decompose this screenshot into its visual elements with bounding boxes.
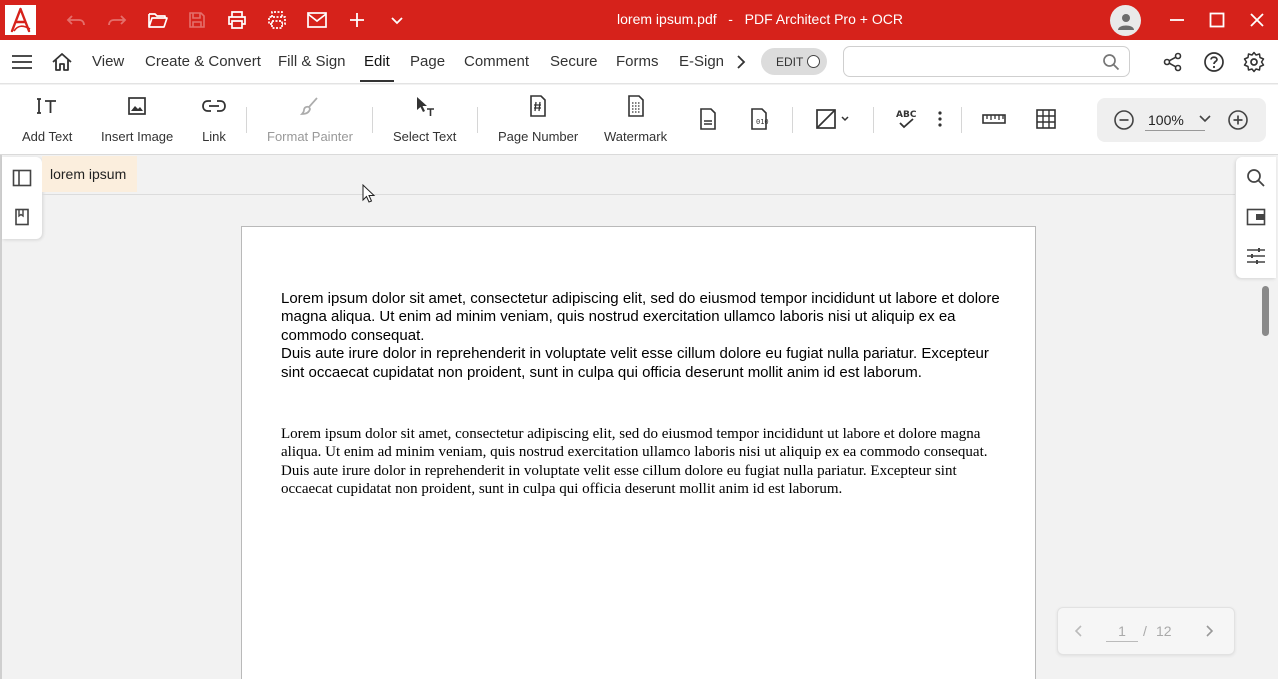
- zoom-control: [1097, 98, 1266, 142]
- paragraph-sans: Lorem ipsum dolor sit amet, consectetur adipiscing elit, sed do eiusmod tempor incididunt ut labore et dolore magna aliqua. Ut enim ad minim veniam, quis nostrud exercitation ullamco laboris nisi ut aliquip ex ea commodo consequat.: [281, 290, 1000, 344]
- adjustments-sliders-icon[interactable]: [1244, 244, 1268, 268]
- add-text-icon: [34, 93, 60, 119]
- toggle-knob: [807, 55, 820, 68]
- open-folder-button[interactable]: [146, 8, 170, 32]
- zoom-in-icon[interactable]: [1227, 109, 1249, 131]
- format-painter-label: Format Painter: [267, 129, 353, 144]
- new-button[interactable]: [345, 8, 369, 32]
- paragraph-serif[interactable]: Lorem ipsum dolor sit amet, consectetur adipiscing elit, sed do eiusmod tempor incididunt ut labore et dolore magna aliqua. Ut enim ad minim veniam, quis nostrud exercitation ullamco laboris nisi ut aliquip ex ea commodo consequat. Duis aute irure dolor in reprehenderit in voluptate velit esse cillum dolore eu fugiat nulla pariatur. Excepteur sint occaecat cupidatat non proident, sunt in culpa qui officia deserunt mollit anim id est laborum.: [281, 426, 988, 497]
- user-avatar[interactable]: [1110, 5, 1141, 36]
- header-footer-icon[interactable]: [694, 106, 722, 132]
- tab-forms[interactable]: Forms: [616, 53, 659, 70]
- zoom-out-icon[interactable]: [1113, 109, 1135, 131]
- paragraph-sans-2: Duis aute irure dolor in reprehenderit in voluptate velit esse cillum dolore eu fugiat nulla pariatur. Excepteur sint occaecat cupidatat non proident, sunt in culpa qui officia deserunt mollit anim id est laborum.: [281, 345, 989, 381]
- share-icon[interactable]: [1161, 50, 1185, 74]
- current-page-input[interactable]: 1: [1106, 623, 1138, 642]
- link-button[interactable]: [201, 93, 227, 149]
- zoom-dropdown-chevron-icon[interactable]: [1198, 113, 1212, 125]
- tab-e-sign[interactable]: E-Sign: [679, 53, 725, 70]
- link-icon: [201, 93, 227, 119]
- separator: [477, 107, 478, 133]
- menu-bar: [0, 40, 1278, 84]
- close-button[interactable]: [1245, 8, 1269, 32]
- pdf-page: [241, 226, 1036, 679]
- svg-text:ABC: ABC: [896, 110, 917, 120]
- page-separator: /: [1143, 623, 1147, 639]
- link-label: Link: [202, 129, 226, 144]
- tab-view[interactable]: View: [92, 53, 125, 70]
- redo-button[interactable]: [105, 8, 129, 32]
- help-icon[interactable]: [1202, 50, 1226, 74]
- search-input[interactable]: [854, 53, 1094, 71]
- select-text-label: Select Text: [393, 129, 457, 144]
- previous-page-icon[interactable]: [1074, 624, 1084, 638]
- page-number-icon: [525, 93, 551, 119]
- svg-text:010: 010: [756, 118, 769, 126]
- tab-page[interactable]: Page: [410, 53, 446, 70]
- bates-numbering-icon[interactable]: [746, 106, 774, 132]
- watermark-label: Watermark: [604, 129, 668, 144]
- bookmark-icon[interactable]: [10, 205, 34, 229]
- select-text-button[interactable]: [393, 93, 456, 149]
- tab-create-convert[interactable]: Create & Convert: [145, 53, 261, 70]
- ruler-icon[interactable]: [980, 106, 1008, 132]
- app-logo[interactable]: [5, 5, 36, 35]
- quick-access-dropdown[interactable]: [385, 8, 409, 32]
- minimize-button[interactable]: [1165, 8, 1189, 32]
- scan-print-button[interactable]: [265, 8, 289, 32]
- separator: [246, 107, 247, 133]
- print-button[interactable]: [225, 8, 249, 32]
- maximize-button[interactable]: [1205, 8, 1229, 32]
- insert-image-label: Insert Image: [101, 129, 174, 144]
- vertical-scrollbar-thumb[interactable]: [1262, 286, 1269, 336]
- settings-gear-icon[interactable]: [1242, 50, 1266, 74]
- separator: [372, 107, 373, 133]
- add-text-label: Add Text: [22, 129, 73, 144]
- mail-button[interactable]: [305, 8, 329, 32]
- format-painter-button[interactable]: [267, 93, 353, 149]
- document-tab[interactable]: lorem ipsum: [42, 156, 137, 192]
- watermark-button[interactable]: [604, 93, 667, 149]
- tab-edit[interactable]: Edit: [364, 40, 390, 84]
- page-number-label: Page Number: [498, 129, 579, 144]
- edit-mode-toggle[interactable]: [761, 48, 827, 75]
- edit-toggle-label: EDIT: [776, 55, 804, 69]
- document-tab-strip: [42, 156, 1235, 195]
- brush-icon: [297, 93, 323, 119]
- text-block-sans[interactable]: [281, 290, 1011, 382]
- search-box[interactable]: [843, 46, 1130, 77]
- separator: [961, 107, 962, 133]
- grid-icon[interactable]: [1032, 106, 1060, 132]
- watermark-icon: [623, 93, 649, 119]
- page-number-button[interactable]: [498, 93, 578, 149]
- insert-image-button[interactable]: [101, 93, 173, 149]
- mouse-pointer-icon: [362, 184, 376, 204]
- properties-panel-icon[interactable]: [1244, 205, 1268, 229]
- tab-secure[interactable]: Secure: [550, 53, 598, 70]
- home-icon[interactable]: [50, 50, 74, 74]
- more-options-icon[interactable]: [926, 106, 954, 132]
- spell-check-icon[interactable]: [892, 106, 920, 132]
- left-side-panel: [2, 157, 42, 239]
- next-page-icon[interactable]: [1204, 624, 1214, 638]
- redact-dropdown-icon[interactable]: [812, 106, 854, 132]
- chevron-right-icon[interactable]: [729, 50, 753, 74]
- tab-fill-sign[interactable]: Fill & Sign: [278, 53, 346, 70]
- page-navigator: [1057, 607, 1235, 655]
- search-panel-icon[interactable]: [1244, 166, 1268, 190]
- tab-comment[interactable]: Comment: [464, 53, 530, 70]
- sidebar-toggle-icon[interactable]: [10, 166, 34, 190]
- title-bar: [0, 0, 1278, 40]
- ribbon-toolbar: [0, 85, 1278, 155]
- right-side-panel: [1236, 157, 1276, 278]
- separator: [792, 107, 793, 133]
- total-pages: 12: [1156, 623, 1172, 639]
- window-title: lorem ipsum.pdf - PDF Architect Pro + OCR: [617, 11, 903, 27]
- save-button[interactable]: [185, 8, 209, 32]
- search-icon[interactable]: [1102, 53, 1120, 71]
- select-text-cursor-icon: [412, 93, 438, 119]
- separator: [873, 107, 874, 133]
- add-text-button[interactable]: [22, 93, 72, 149]
- image-icon: [124, 93, 150, 119]
- undo-button[interactable]: [64, 8, 88, 32]
- hamburger-menu-icon[interactable]: [10, 50, 34, 74]
- zoom-level[interactable]: 100%: [1145, 112, 1205, 131]
